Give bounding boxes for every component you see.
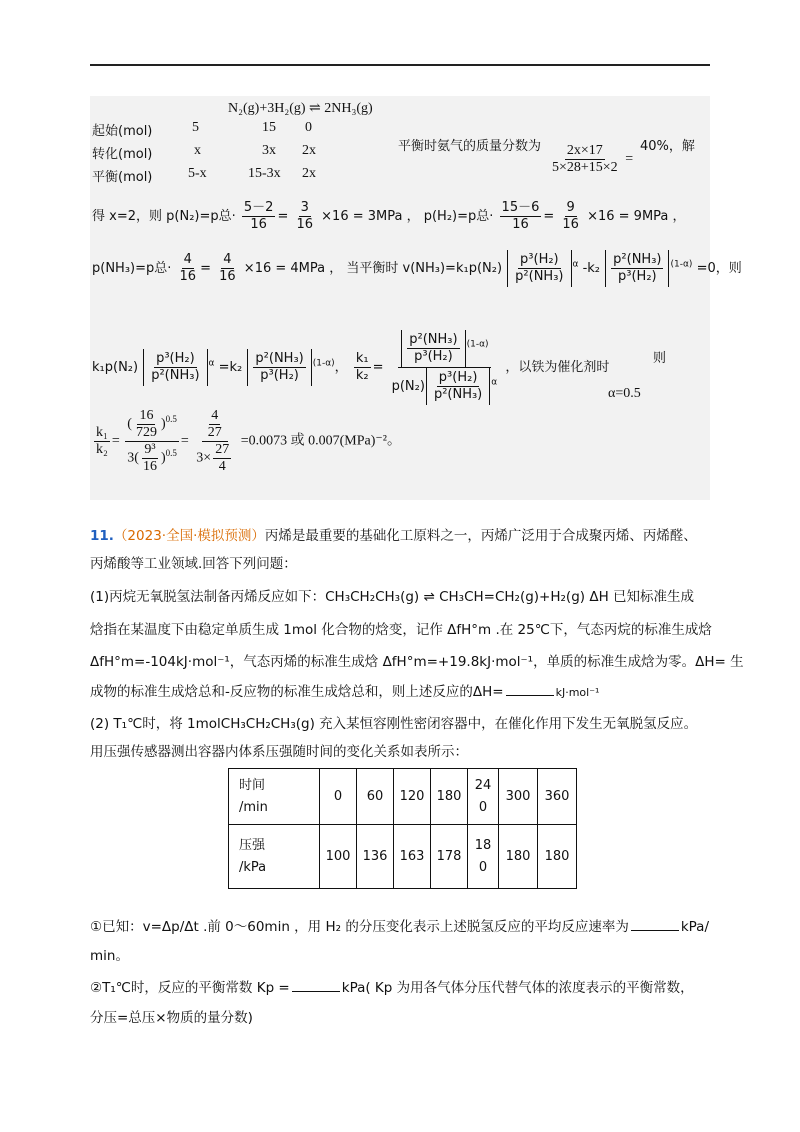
- part1-line2: 焓指在某温度下由稳定单质生成 1mol 化合物的焓变，记作 ΔfH°m .在 25℃下，气态丙烷的标准生成焓: [90, 622, 712, 638]
- row-nh3: 2x: [302, 143, 316, 158]
- table-cell: 0: [320, 769, 357, 825]
- table-cell: 120: [394, 769, 431, 825]
- answer-blank[interactable]: [631, 916, 679, 931]
- part2-line1: (2) T₁℃时，将 1molCH₃CH₂CH₃(g) 充入某恒容刚性密闭容器中，在催化作用下发生无氧脱氢反应。: [90, 716, 698, 732]
- row-label: 转化(mol): [92, 147, 153, 162]
- table-cell: 180: [499, 825, 538, 889]
- table-cell: 178: [431, 825, 468, 889]
- mass-fraction-expression: $\frac{2x\times 17}{5\times 28+15\times 2}$ =: [552, 143, 634, 175]
- table-cell: 100: [320, 825, 357, 889]
- answer-blank[interactable]: [506, 681, 554, 696]
- header-rule: [90, 64, 710, 66]
- partial-pressure-line: 得 x=2，则 p(N₂)=p总· $\frac{5-2}{16}$ = $\frac{3}{16}$ ×16 = 3MPa ， p(H₂)=p总· $\frac{15-6}{16}$ = $\frac{9}{16}$ ×16 = 9MPa ，: [92, 200, 686, 232]
- part1-line4: 成物的标准生成焓总和-反应物的标准生成焓总和，则上述反应的ΔH= kJ·mol⁻¹: [90, 680, 599, 705]
- table-row: [229, 769, 577, 825]
- row-label: 平衡(mol): [92, 170, 153, 185]
- row-n2: 5-x: [188, 166, 207, 181]
- part2-line2: 用压强传感器测出容器内体系压强随时间的变化关系如表所示：: [90, 744, 468, 760]
- subq2-line1: ②T₁℃时，反应的平衡常数 Kp = kPa( Kp 为用各气体分压代替气体的浓度表示的平衡常数，: [90, 976, 694, 1000]
- table-cell: 180: [538, 825, 577, 889]
- table-cell: 60: [357, 769, 394, 825]
- question-intro: 11.（2023·全国·模拟预测）丙烯是最重要的基础化工原料之一，丙烯广泛用于合成聚丙烯、丙烯醛、: [90, 528, 697, 544]
- subq1-line1: ①已知：v=Δp/Δt .前 0～60min ，用 H₂ 的分压变化表示上述脱氢反应的平均反应速率为 kPa/: [90, 915, 709, 939]
- row-h2: 15: [262, 120, 276, 135]
- subq2-line2: 分压=总压×物质的量分数): [90, 1010, 253, 1026]
- rate-line: p(NH₃)=p总· $\frac{4}{16}$ = $\frac{4}{16}$ ×16 = 4MPa ， 当平衡时 v(NH₃)=k₁p(N₂) $\frac{\text{p³(H₂)}}{\text{p²(NH₃)}}$ $^\alpha$ -k₂ $\frac{\text{p²(NH₃)}}{\text{p³(H₂)}}$ $^{(1-\alpha)}$ =0，则: [92, 250, 742, 287]
- equilibrium-line: k₁p(N₂) $\frac{\text{p³(H₂)}}{\text{p²(NH₃)}}$ $^\alpha$ =k₂ $\frac{\text{p²(NH₃)}}{\text{p³(H₂)}}$ $^{(1-\alpha)}$， $\frac{\text{k₁}}{\text{k₂}}$ = $\frac{\text{p²(NH₃)}}{\text{p³(H₂)}}$ $^{(1-\alpha)}$ p(N₂) $\frac{\text{p³(H₂)}}{\text{p²(NH₃)}}$ $^\alpha$ ，以铁为催化剂时: [92, 330, 609, 405]
- table-cell: 163: [394, 825, 431, 889]
- row-n2: 5: [192, 120, 199, 135]
- table-cell: 300: [499, 769, 538, 825]
- mass-fraction-result: 40%，解: [640, 139, 695, 154]
- table-row: [229, 825, 577, 889]
- row-nh3: 0: [305, 120, 312, 135]
- table-cell: 136: [357, 825, 394, 889]
- table-header: 压强 /kPa: [229, 825, 320, 889]
- mass-fraction-label: 平衡时氨气的质量分数为: [398, 139, 542, 154]
- row-n2: x: [194, 143, 201, 158]
- question-intro-2: 丙烯酸等工业领域.回答下列问题：: [90, 556, 297, 572]
- row-label: 起始(mol): [92, 124, 153, 139]
- part1-line1: (1)丙烷无氧脱氢法制备丙烯反应如下：CH₃CH₂CH₃(g) ⇌ CH₃CH=CH₂(g)+H₂(g) ΔH 已知标准生成: [90, 589, 695, 605]
- row-h2: 3x: [262, 143, 276, 158]
- table-cell: 180: [431, 769, 468, 825]
- reaction-equation: N₂(g)+3H₂(g) ⇌ 2NH₃(g): [228, 101, 373, 116]
- answer-blank[interactable]: [292, 977, 340, 992]
- table-cell: 360: [538, 769, 577, 825]
- subq1-line2: min。: [90, 948, 129, 964]
- table-cell: 18 0: [468, 825, 499, 889]
- row-h2: 15-3x: [248, 166, 281, 181]
- alpha-value: α=0.5: [608, 386, 641, 401]
- table-cell: 24 0: [468, 769, 499, 825]
- then-label: 则: [653, 351, 667, 366]
- final-ratio: $\frac{\text{k₁}}{\text{k₂}}$ = ( $\frac{16}{729}$ )$^{0.5}$ 3( $\frac{\text{9³}}{16}$ )$^{0.5}$ = $\frac{4}{27}$ 3× $\frac{27}{4}$ =0.0073 或 0.007(MPa)⁻²。: [96, 408, 401, 474]
- row-nh3: 2x: [302, 166, 316, 181]
- table-header: 时间 /min: [229, 769, 320, 825]
- part1-line3: ΔfH°m=-104kJ·mol⁻¹，气态丙烯的标准生成焓 ΔfH°m=+19.8kJ·mol⁻¹，单质的标准生成焓为零。ΔH= 生: [90, 654, 744, 670]
- pressure-table: [228, 768, 577, 889]
